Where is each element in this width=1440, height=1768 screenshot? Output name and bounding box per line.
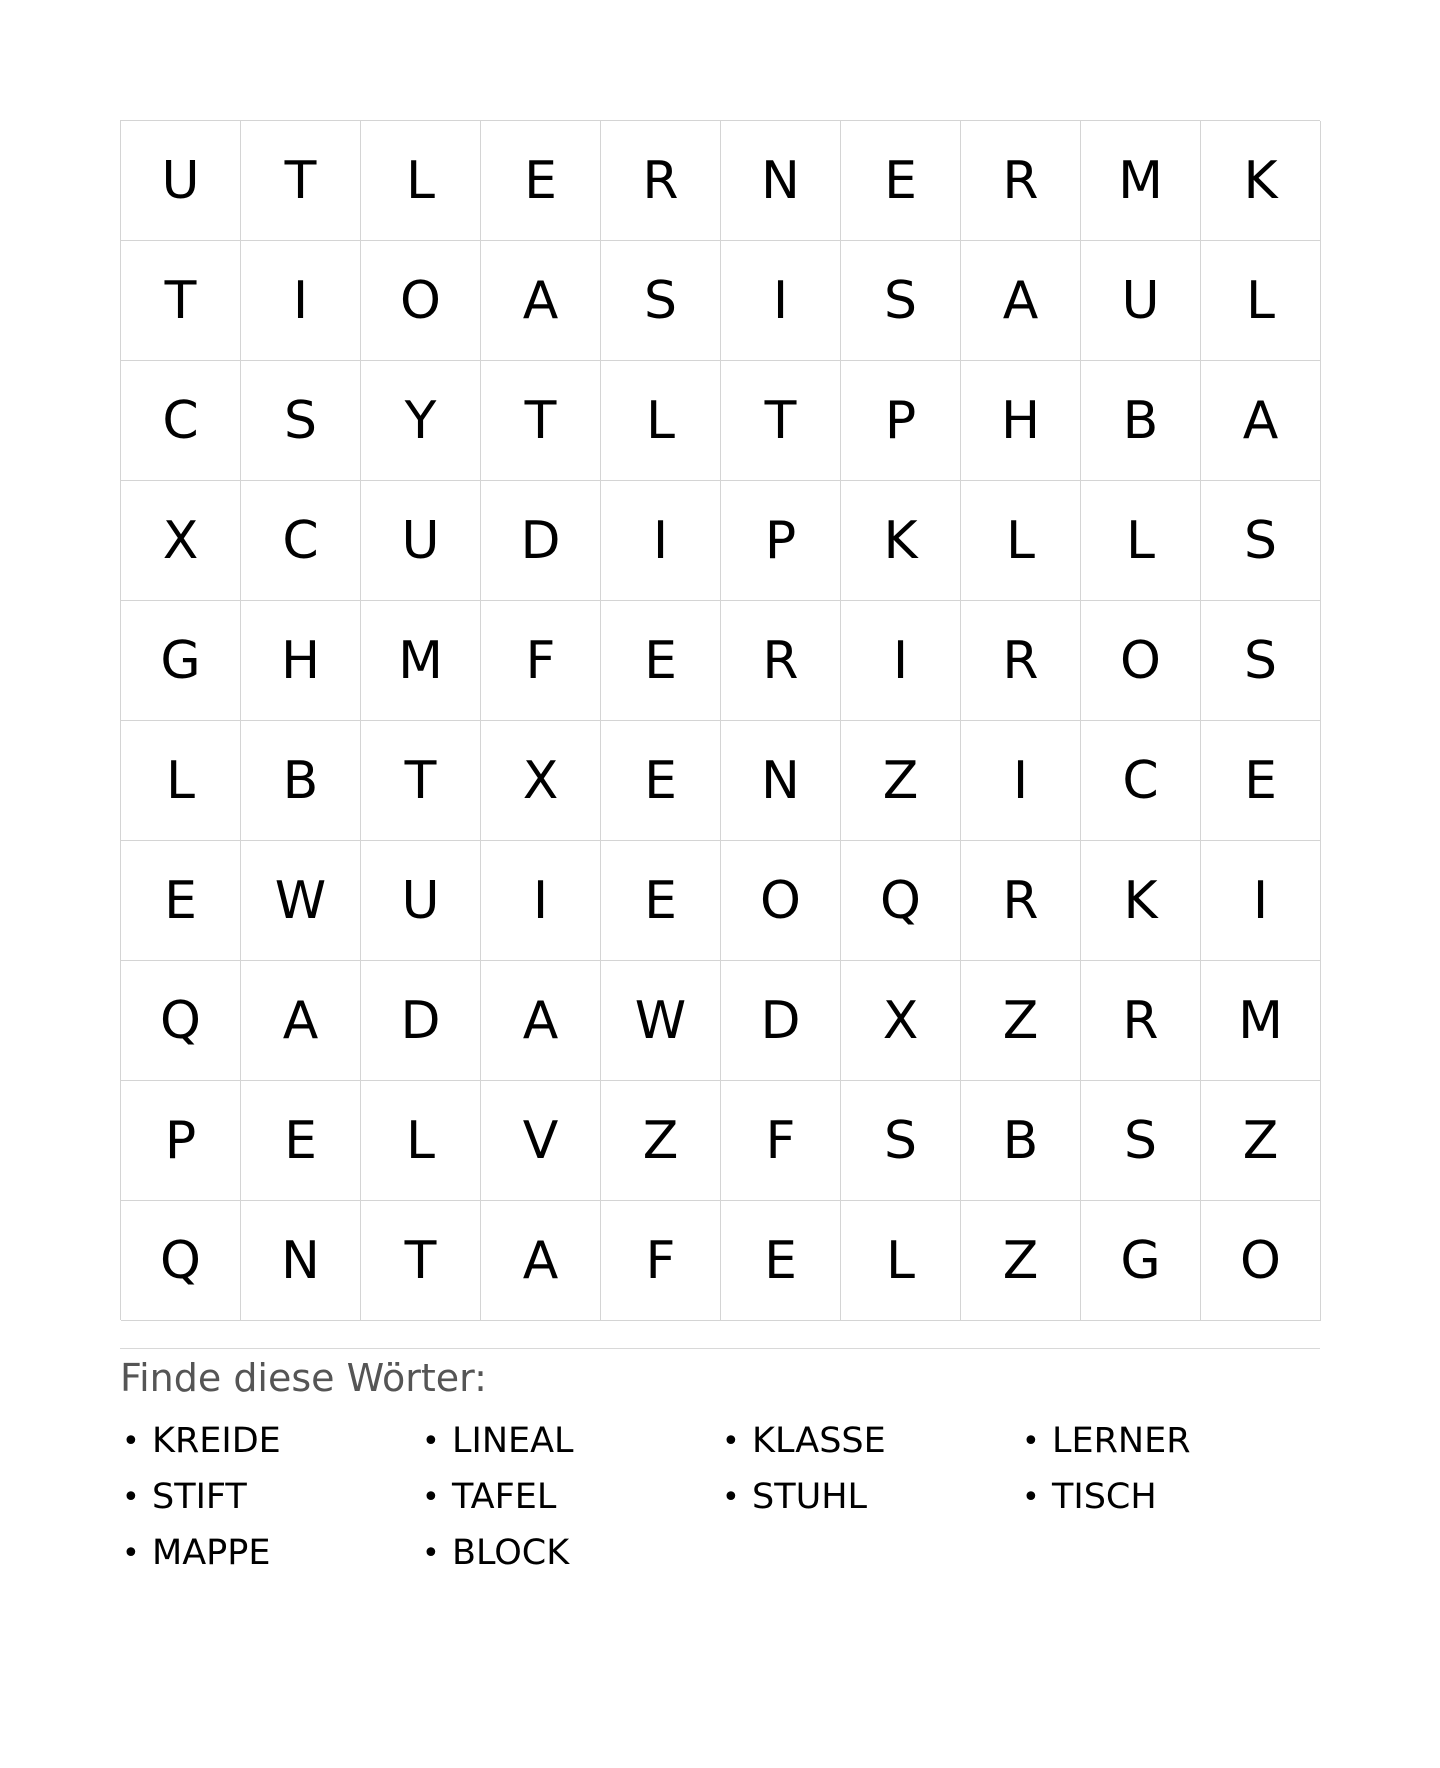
grid-cell[interactable]: S — [241, 361, 361, 481]
grid-cell[interactable]: D — [721, 961, 841, 1081]
grid-cell[interactable]: R — [1081, 961, 1201, 1081]
word-label: MAPPE — [152, 1533, 271, 1573]
grid-cell[interactable]: S — [841, 1081, 961, 1201]
grid-cell[interactable]: I — [1201, 841, 1321, 961]
grid-cell[interactable]: O — [361, 241, 481, 361]
grid-cell[interactable]: L — [361, 1081, 481, 1201]
word-list-item — [120, 1469, 420, 1525]
grid-cell[interactable]: K — [1081, 841, 1201, 961]
word-list — [120, 1413, 1320, 1581]
grid-cell[interactable]: V — [481, 1081, 601, 1201]
bullet-icon: • — [1022, 1423, 1040, 1459]
word-label: LERNER — [1052, 1421, 1191, 1461]
grid-cell[interactable]: S — [841, 241, 961, 361]
grid-cell[interactable]: R — [721, 601, 841, 721]
word-list-item — [120, 1525, 420, 1581]
grid-cell[interactable]: U — [361, 481, 481, 601]
word-label: TISCH — [1052, 1477, 1157, 1517]
grid-cell[interactable]: D — [361, 961, 481, 1081]
word-list-item — [1020, 1413, 1320, 1469]
grid-cell[interactable]: T — [241, 121, 361, 241]
word-label: KLASSE — [752, 1421, 886, 1461]
grid-cell[interactable]: P — [841, 361, 961, 481]
word-label: KREIDE — [152, 1421, 281, 1461]
grid-cell[interactable]: S — [1201, 601, 1321, 721]
grid-cell[interactable]: Z — [1201, 1081, 1321, 1201]
divider — [120, 1348, 1320, 1349]
grid-cell[interactable]: C — [1081, 721, 1201, 841]
grid-cell[interactable]: C — [121, 361, 241, 481]
grid-cell[interactable]: P — [121, 1081, 241, 1201]
grid-cell[interactable]: I — [241, 241, 361, 361]
grid-cell[interactable]: M — [1081, 121, 1201, 241]
grid-cell[interactable]: O — [1201, 1201, 1321, 1321]
grid-cell[interactable]: X — [481, 721, 601, 841]
grid-cell[interactable]: I — [841, 601, 961, 721]
grid-cell[interactable]: H — [961, 361, 1081, 481]
grid-cell[interactable]: E — [721, 1201, 841, 1321]
word-list-item — [420, 1525, 720, 1581]
grid-cell[interactable]: Z — [961, 1201, 1081, 1321]
grid-cell[interactable]: Z — [601, 1081, 721, 1201]
grid-cell[interactable]: X — [841, 961, 961, 1081]
bullet-icon: • — [722, 1479, 740, 1515]
grid-cell[interactable]: Q — [121, 1201, 241, 1321]
grid-cell[interactable]: A — [961, 241, 1081, 361]
grid-cell[interactable]: R — [961, 601, 1081, 721]
grid-cell[interactable]: B — [961, 1081, 1081, 1201]
grid-cell[interactable]: L — [961, 481, 1081, 601]
word-list-item — [1020, 1469, 1320, 1525]
grid-cell[interactable]: N — [721, 721, 841, 841]
word-label: STUHL — [752, 1477, 868, 1517]
grid-cell[interactable]: I — [481, 841, 601, 961]
grid-cell[interactable]: E — [841, 121, 961, 241]
grid-cell[interactable]: W — [601, 961, 721, 1081]
grid-cell[interactable]: A — [481, 241, 601, 361]
grid-cell[interactable]: A — [481, 1201, 601, 1321]
grid-cell[interactable]: S — [1081, 1081, 1201, 1201]
grid-cell[interactable]: Q — [841, 841, 961, 961]
grid-cell[interactable]: T — [361, 1201, 481, 1321]
grid-cell[interactable]: L — [1081, 481, 1201, 601]
grid-cell[interactable]: R — [961, 121, 1081, 241]
grid-cell[interactable]: N — [241, 1201, 361, 1321]
grid-cell[interactable]: S — [601, 241, 721, 361]
grid-cell[interactable]: T — [361, 721, 481, 841]
grid-cell[interactable]: R — [961, 841, 1081, 961]
grid-cell[interactable]: O — [1081, 601, 1201, 721]
grid-cell[interactable]: M — [1201, 961, 1321, 1081]
grid-cell[interactable]: L — [841, 1201, 961, 1321]
bullet-icon: • — [422, 1535, 440, 1571]
grid-cell[interactable]: C — [241, 481, 361, 601]
grid-cell[interactable]: A — [241, 961, 361, 1081]
grid-cell[interactable]: E — [121, 841, 241, 961]
grid-cell[interactable]: T — [121, 241, 241, 361]
grid-cell[interactable]: Z — [841, 721, 961, 841]
grid-cell[interactable]: E — [241, 1081, 361, 1201]
word-list-item — [420, 1413, 720, 1469]
grid-cell[interactable]: L — [361, 121, 481, 241]
grid-cell[interactable]: L — [1201, 241, 1321, 361]
grid-cell[interactable]: W — [241, 841, 361, 961]
grid-cell[interactable]: I — [721, 241, 841, 361]
bullet-icon: • — [422, 1479, 440, 1515]
bullet-icon: • — [722, 1423, 740, 1459]
word-label: TAFEL — [452, 1477, 557, 1517]
grid-cell[interactable]: E — [601, 601, 721, 721]
grid-cell[interactable]: K — [841, 481, 961, 601]
grid-cell[interactable]: I — [601, 481, 721, 601]
word-label: LINEAL — [452, 1421, 574, 1461]
grid-cell[interactable]: Z — [961, 961, 1081, 1081]
word-list-item — [720, 1413, 1020, 1469]
grid-cell[interactable]: S — [1201, 481, 1321, 601]
grid-cell[interactable]: E — [601, 721, 721, 841]
letter-grid — [120, 120, 1320, 1320]
grid-cell[interactable]: B — [1081, 361, 1201, 481]
bullet-icon: • — [422, 1423, 440, 1459]
grid-cell[interactable]: X — [121, 481, 241, 601]
grid-cell[interactable]: E — [481, 121, 601, 241]
grid-cell[interactable]: L — [121, 721, 241, 841]
grid-cell[interactable]: Y — [361, 361, 481, 481]
grid-cell[interactable]: F — [601, 1201, 721, 1321]
grid-cell[interactable]: L — [601, 361, 721, 481]
grid-cell[interactable]: N — [721, 121, 841, 241]
grid-cell[interactable]: U — [121, 121, 241, 241]
grid-cell[interactable]: B — [241, 721, 361, 841]
bullet-icon: • — [122, 1479, 140, 1515]
grid-cell[interactable]: H — [241, 601, 361, 721]
word-label: STIFT — [152, 1477, 247, 1517]
bullet-icon: • — [122, 1535, 140, 1571]
grid-cell[interactable]: F — [721, 1081, 841, 1201]
grid-cell[interactable]: U — [361, 841, 481, 961]
grid-cell[interactable]: E — [601, 841, 721, 961]
grid-cell[interactable]: O — [721, 841, 841, 961]
grid-cell[interactable]: D — [481, 481, 601, 601]
grid-cell[interactable]: E — [1201, 721, 1321, 841]
grid-cell[interactable]: M — [361, 601, 481, 721]
grid-cell[interactable]: A — [481, 961, 601, 1081]
grid-cell[interactable]: A — [1201, 361, 1321, 481]
words-heading: Finde diese Wörter: — [120, 1356, 487, 1400]
word-search-page — [120, 120, 1320, 1581]
grid-cell[interactable]: T — [721, 361, 841, 481]
grid-cell[interactable]: P — [721, 481, 841, 601]
grid-cell[interactable]: Q — [121, 961, 241, 1081]
grid-cell[interactable]: U — [1081, 241, 1201, 361]
word-list-item — [120, 1413, 420, 1469]
word-label: BLOCK — [452, 1533, 570, 1573]
grid-cell[interactable]: R — [601, 121, 721, 241]
word-list-item — [420, 1469, 720, 1525]
bullet-icon: • — [1022, 1479, 1040, 1515]
grid-cell[interactable]: T — [481, 361, 601, 481]
grid-cell[interactable]: G — [1081, 1201, 1201, 1321]
grid-cell[interactable]: G — [121, 601, 241, 721]
grid-cell[interactable]: F — [481, 601, 601, 721]
grid-cell[interactable]: K — [1201, 121, 1321, 241]
grid-cell[interactable]: I — [961, 721, 1081, 841]
word-list-item — [720, 1469, 1020, 1525]
bullet-icon: • — [122, 1423, 140, 1459]
